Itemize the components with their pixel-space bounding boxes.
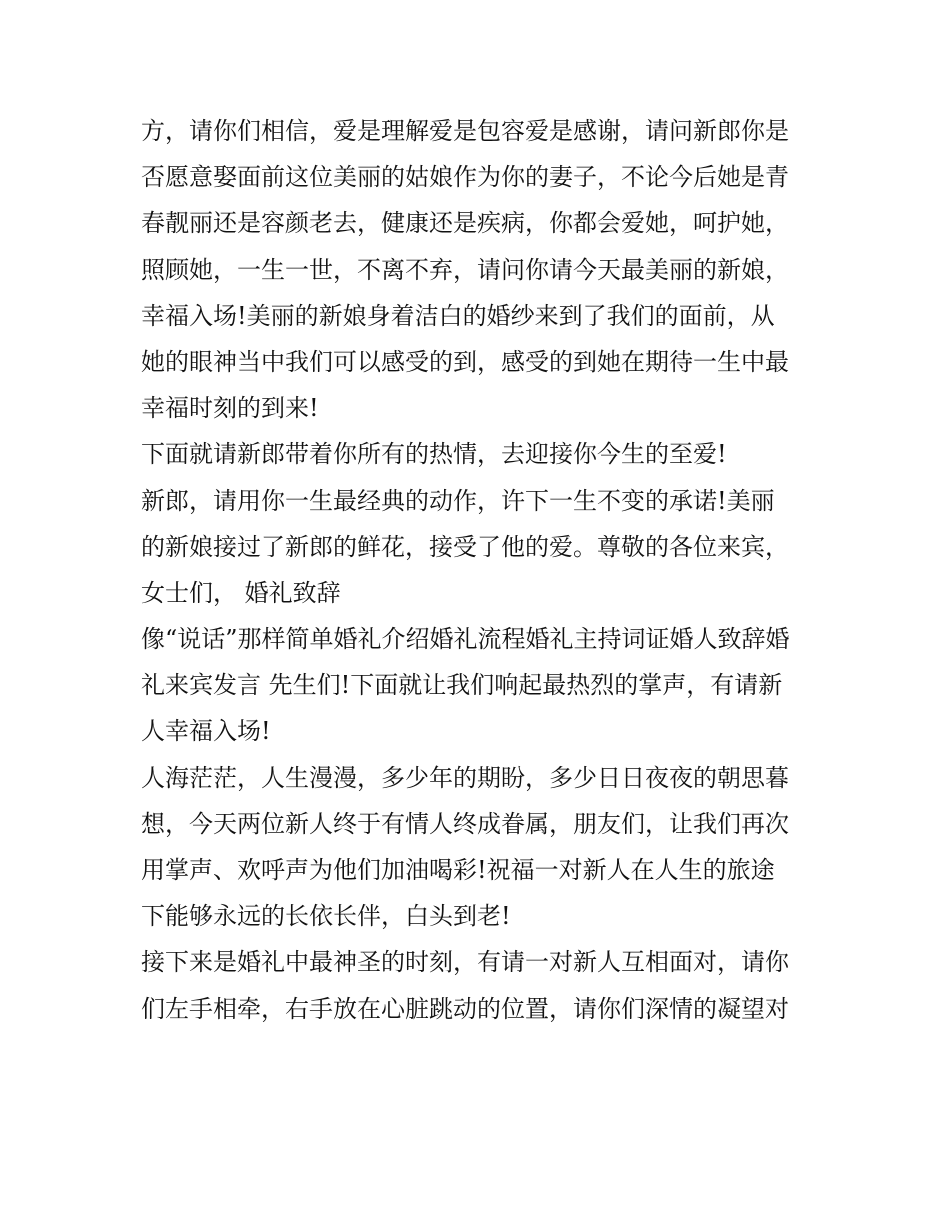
text-line: 的新娘接过了新郎的鲜花，接受了他的爱。尊敬的各位来宾， [141,532,789,561]
text-line: 下面就请新郎带着你所有的热情，去迎接你今生的至爱! [141,440,727,469]
body-text [141,108,821,1032]
text-line: 春靓丽还是容颜老去，健康还是疾病，你都会爱她，呵护她， [141,209,789,238]
text-line: 她的眼神当中我们可以感受的到，感受的到她在期待一生中最 [141,347,789,376]
text-line: 方，请你们相信，爱是理解爱是包容爱是感谢，请问新郎你是 [141,117,789,145]
text-line: 们左手相牵，右手放在心脏跳动的位置，请你们深情的凝望对 [141,994,789,1023]
text-line: 人海茫茫，人生漫漫，多少年的期盼，多少日日夜夜的朝思暮 [141,763,789,792]
text-line: 礼来宾发言 先生们!下面就让我们响起最热烈的掌声，有请新 [141,671,783,700]
text-line: 新郎，请用你一生最经典的动作，许下一生不变的承诺!美丽 [141,486,775,515]
text-line: 否愿意娶面前这位美丽的姑娘作为你的妻子，不论今后她是青 [141,163,789,192]
text-line: 幸福时刻的到来! [141,394,319,423]
text-line: 女士们， 婚礼致辞 [141,578,341,607]
text-line: 人幸福入场! [141,717,271,746]
text-line: 接下来是婚礼中最神圣的时刻，有请一对新人互相面对，请你 [141,948,789,977]
text-line: 照顾她，一生一世，不离不弃，请问你请今天最美丽的新娘， [141,255,789,284]
text-line: 下能够永远的长依长伴，白头到老! [141,902,511,931]
text-line: 像“说话”那样简单婚礼介绍婚礼流程婚礼主持词证婚人致辞婚 [141,625,790,654]
text-line: 幸福入场!美丽的新娘身着洁白的婚纱来到了我们的面前，从 [141,301,775,330]
text-line: 用掌声、欢呼声为他们加油喝彩!祝福一对新人在人生的旅途 [141,856,775,884]
text-line: 想，今天两位新人终于有情人终成眷属，朋友们，让我们再次 [141,809,789,838]
